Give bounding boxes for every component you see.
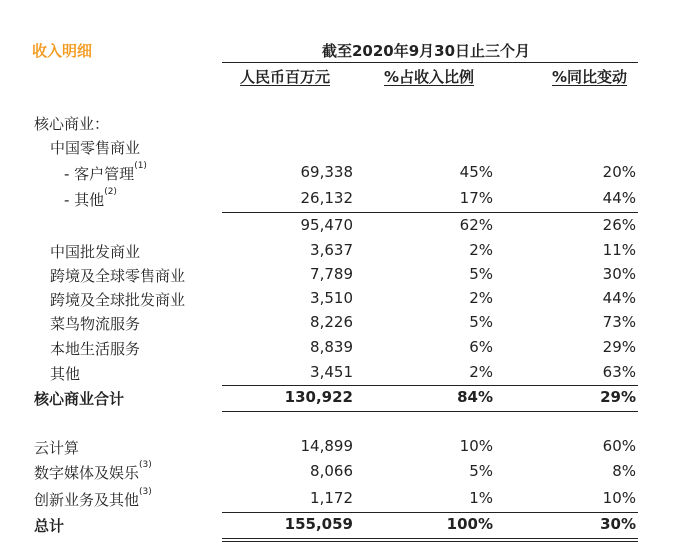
grand-total-divider — [222, 512, 638, 513]
cell-share: 5% — [469, 265, 493, 283]
table-row — [0, 163, 698, 187]
table-row — [0, 437, 698, 461]
cell-rmb: 155,059 — [284, 515, 353, 533]
row-label: 总计 — [34, 517, 65, 535]
row-label: 创新业务及其他$^{(3)}$ — [34, 487, 152, 509]
cell-rmb: 3,451 — [310, 363, 353, 381]
header-divider — [222, 62, 638, 63]
footnote-marker: (1) — [134, 161, 147, 171]
cell-rmb: 130,922 — [284, 388, 353, 406]
table-row — [0, 137, 698, 161]
footnote-marker: (2) — [104, 187, 117, 197]
cell-yoy: 30% — [600, 515, 636, 533]
table-title: 收入明细 — [32, 42, 93, 60]
row-label: 云计算 — [34, 439, 80, 457]
cell-rmb: 14,899 — [300, 437, 353, 455]
cell-share: 5% — [469, 462, 493, 480]
cell-yoy: 20% — [602, 163, 636, 181]
row-label: 数字媒体及娱乐$^{(3)}$ — [34, 460, 152, 482]
cell-rmb: 95,470 — [300, 216, 353, 234]
row-label: - 客户管理$^{(1)}$ — [64, 161, 147, 183]
row-label: 其他 — [50, 365, 81, 383]
subtotal-divider — [222, 212, 638, 213]
table-row — [0, 241, 698, 265]
grand-total-double-rule-bottom — [222, 541, 638, 542]
table-row — [0, 313, 698, 337]
row-label: 跨境及全球批发商业 — [50, 291, 186, 309]
cell-yoy: 44% — [602, 289, 636, 307]
cell-rmb: 69,338 — [300, 163, 353, 181]
table-row — [0, 462, 698, 486]
cell-share: 1% — [469, 489, 493, 507]
row-label: 菜鸟物流服务 — [50, 315, 141, 333]
table-row-grand-total — [0, 515, 698, 539]
table-row-core-total — [0, 388, 698, 412]
table-row — [0, 289, 698, 313]
table-row — [0, 216, 698, 240]
cell-share: 10% — [459, 437, 493, 455]
cell-yoy: 26% — [602, 216, 636, 234]
cell-share: 45% — [459, 163, 493, 181]
cell-yoy: 29% — [600, 388, 636, 406]
table-row — [0, 489, 698, 513]
core-total-divider — [222, 385, 638, 386]
table-row — [0, 338, 698, 362]
cell-yoy: 60% — [602, 437, 636, 455]
cell-share: 100% — [446, 515, 493, 533]
cell-share: 2% — [469, 289, 493, 307]
cell-rmb: 3,510 — [310, 289, 353, 307]
cell-yoy: 63% — [602, 363, 636, 381]
cell-rmb: 8,226 — [310, 313, 353, 331]
cell-yoy: 30% — [602, 265, 636, 283]
cell-yoy: 11% — [602, 241, 636, 259]
cell-rmb: 26,132 — [300, 189, 353, 207]
column-header-rmb: 人民币百万元 — [240, 68, 331, 86]
cell-rmb: 8,839 — [310, 338, 353, 356]
section-label-core-commerce: 核心商业： — [34, 115, 110, 133]
cell-yoy: 73% — [602, 313, 636, 331]
table-row — [0, 265, 698, 289]
table-row — [0, 363, 698, 387]
cell-yoy: 10% — [602, 489, 636, 507]
period-header: 截至2020年9月30日止三个月 — [322, 42, 531, 60]
cell-rmb: 8,066 — [310, 462, 353, 480]
column-header-revenue-share: %占收入比例 — [384, 68, 475, 86]
row-label: 本地生活服务 — [50, 340, 141, 358]
cell-share: 6% — [469, 338, 493, 356]
cell-rmb: 3,637 — [310, 241, 353, 259]
cell-share: 2% — [469, 363, 493, 381]
grand-total-double-rule-top — [222, 538, 638, 539]
row-label: 中国零售商业 — [50, 139, 141, 157]
cell-yoy: 44% — [602, 189, 636, 207]
cell-share: 17% — [459, 189, 493, 207]
row-label: - 其他$^{(2)}$ — [64, 187, 117, 209]
row-label: 跨境及全球零售商业 — [50, 267, 186, 285]
cell-yoy: 8% — [612, 462, 636, 480]
cell-share: 5% — [469, 313, 493, 331]
cell-rmb: 1,172 — [310, 489, 353, 507]
cell-yoy: 29% — [602, 338, 636, 356]
column-header-yoy-change: %同比变动 — [552, 68, 628, 86]
cell-rmb: 7,789 — [310, 265, 353, 283]
cell-share: 84% — [457, 388, 493, 406]
cell-share: 2% — [469, 241, 493, 259]
cell-share: 62% — [459, 216, 493, 234]
footnote-marker: (3) — [139, 487, 152, 497]
footnote-marker: (3) — [139, 460, 152, 470]
table-row — [0, 189, 698, 213]
row-label: 核心商业合计 — [34, 390, 125, 408]
row-label: 中国批发商业 — [50, 243, 141, 261]
core-total-bottom-rule — [222, 411, 638, 412]
